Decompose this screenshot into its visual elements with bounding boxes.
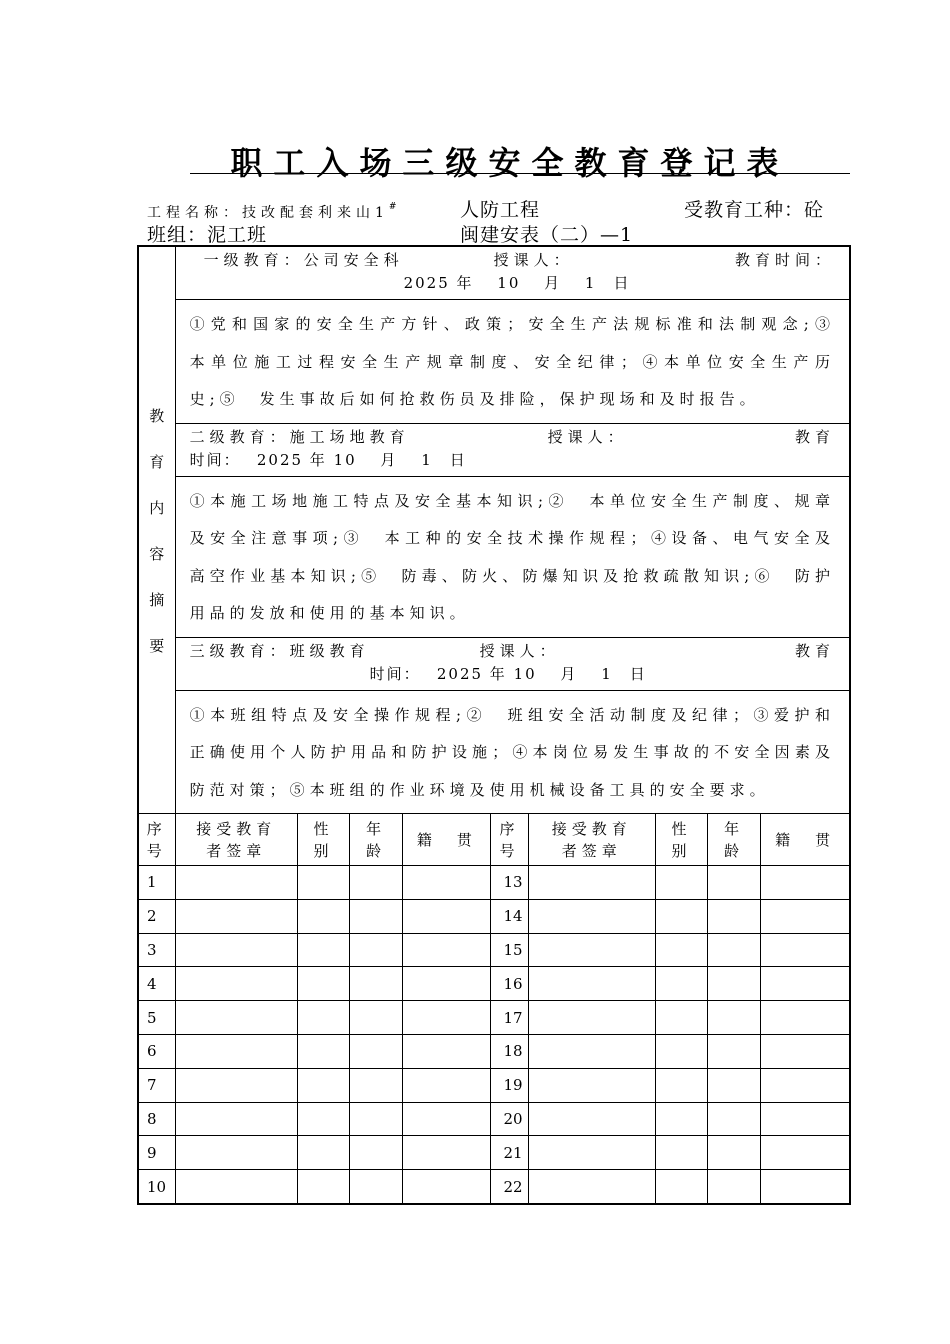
col-header-signature: 接受教育者签章 [175, 814, 297, 866]
gender-cell[interactable] [655, 1136, 707, 1170]
origin-cell[interactable] [761, 1102, 850, 1136]
age-cell[interactable] [708, 1136, 761, 1170]
signature-cell[interactable] [175, 1102, 297, 1136]
origin-cell[interactable] [761, 1001, 850, 1035]
gender-cell[interactable] [297, 1170, 349, 1204]
origin-cell[interactable] [403, 933, 491, 967]
origin-cell[interactable] [403, 899, 491, 933]
signature-cell[interactable] [528, 1034, 655, 1068]
level1-header [175, 246, 850, 300]
project-label: 工程名称：技改配套利来山1 [147, 205, 389, 221]
signature-cell[interactable] [175, 899, 297, 933]
age-cell[interactable] [350, 1068, 403, 1102]
signature-cell[interactable] [528, 967, 655, 1001]
gender-cell[interactable] [297, 933, 349, 967]
origin-cell[interactable] [761, 1136, 850, 1170]
age-cell[interactable] [350, 933, 403, 967]
signature-cell[interactable] [528, 1102, 655, 1136]
table-row [138, 1034, 850, 1068]
level1-content: ①党和国家的安全生产方针、政策；安全生产法规标准和法制观念;③ 本单位施工过程安全生产规章制度、安全纪律；④本单位安全生产历史;⑤ 发生事故后如何抢救伤员及排险，保护现场和及时报告。 [175, 300, 850, 424]
level2-teacher: 授课人： [547, 427, 628, 446]
gender-cell[interactable] [297, 1102, 349, 1136]
signature-cell[interactable] [528, 1001, 655, 1035]
row-number: 22 [491, 1170, 528, 1204]
title-underline [190, 173, 850, 174]
row-number: 2 [138, 899, 175, 933]
table-row [138, 1170, 850, 1204]
origin-cell[interactable] [761, 866, 850, 900]
gender-cell[interactable] [297, 1034, 349, 1068]
trade-label: 受教育工种：砼 [684, 199, 825, 221]
age-cell[interactable] [708, 899, 761, 933]
table-row [138, 1001, 850, 1035]
gender-cell[interactable] [655, 933, 707, 967]
row-number: 8 [138, 1102, 175, 1136]
row-number: 3 [138, 933, 175, 967]
age-cell[interactable] [350, 1034, 403, 1068]
row-number: 17 [491, 1001, 528, 1035]
table-row [138, 899, 850, 933]
col-header-origin: 籍 贯 [403, 814, 491, 866]
row-number: 10 [138, 1170, 175, 1204]
signature-cell[interactable] [528, 1170, 655, 1204]
table-row [138, 933, 850, 967]
table-row [138, 1136, 850, 1170]
row-number: 1 [138, 866, 175, 900]
gender-cell[interactable] [297, 899, 349, 933]
team-label: 班组：泥工班 [147, 224, 268, 246]
age-cell[interactable] [350, 1001, 403, 1035]
row-number: 18 [491, 1034, 528, 1068]
level3-time-label: 教育 [794, 641, 835, 660]
age-cell[interactable] [708, 1170, 761, 1204]
col-header-no-2: 序号 [491, 814, 528, 866]
education-register-table [137, 245, 856, 1205]
age-cell[interactable] [708, 1068, 761, 1102]
age-cell[interactable] [350, 866, 403, 900]
table-row [138, 1102, 850, 1136]
level2-title: 二级教育：施工场地教育 [189, 427, 410, 446]
form-code: 闽建安表（二）—1 [460, 224, 634, 246]
level1-date: 2025 年 10 月 1 日 [403, 274, 631, 292]
signature-cell[interactable] [175, 866, 297, 900]
level3-date: 时间： 2025 年 10 月 1 日 [369, 664, 647, 683]
table-row [138, 967, 850, 1001]
signature-cell[interactable] [175, 933, 297, 967]
row-number: 5 [138, 1001, 175, 1035]
age-cell[interactable] [350, 1170, 403, 1204]
col-header-age: 年龄 [350, 814, 403, 866]
row-number: 14 [491, 899, 528, 933]
gender-cell[interactable] [655, 1102, 707, 1136]
level1-teacher: 授课人： [493, 251, 574, 269]
gender-cell[interactable] [655, 1034, 707, 1068]
signature-cell[interactable] [175, 1170, 297, 1204]
level3-title: 三级教育：班级教育 [189, 641, 370, 660]
age-cell[interactable] [350, 1102, 403, 1136]
signature-cell[interactable] [175, 967, 297, 1001]
level2-header [175, 423, 850, 476]
age-cell[interactable] [350, 967, 403, 1001]
level2-date: 时间： 2025 年 10 月 1 日 [189, 450, 467, 469]
col-header-gender-2: 性别 [655, 814, 707, 866]
signature-cell[interactable] [175, 1001, 297, 1035]
age-cell[interactable] [708, 1102, 761, 1136]
col-header-age-2: 年龄 [708, 814, 761, 866]
origin-cell[interactable] [403, 1102, 491, 1136]
origin-cell[interactable] [403, 1136, 491, 1170]
signature-cell[interactable] [528, 866, 655, 900]
project-name [147, 202, 401, 222]
row-number: 15 [491, 933, 528, 967]
gender-cell[interactable] [655, 1001, 707, 1035]
row-number: 9 [138, 1136, 175, 1170]
row-number: 13 [491, 866, 528, 900]
level3-header [175, 637, 850, 690]
project-tail: 人防工程 [460, 199, 541, 221]
level2-content: ①本施工场地施工特点及安全基本知识;② 本单位安全生产制度、规章及安全注意事项;③ 本工种的安全技术操作规程；④设备、电气安全及高空作业基本知识;⑤ 防毒、防火、防爆知识及抢救疏散知识;⑥ 防护用品的发放和使用的基本知识。 [175, 476, 850, 637]
age-cell[interactable] [708, 967, 761, 1001]
col-header-signature-2: 接受教育者签章 [528, 814, 655, 866]
signature-cell[interactable] [528, 933, 655, 967]
origin-cell[interactable] [761, 967, 850, 1001]
origin-cell[interactable] [403, 1034, 491, 1068]
project-sup: # [388, 202, 402, 212]
origin-cell[interactable] [761, 1170, 850, 1204]
row-number: 21 [491, 1136, 528, 1170]
row-number: 20 [491, 1102, 528, 1136]
gender-cell[interactable] [297, 967, 349, 1001]
level1-title: 一级教育：公司安全科 [203, 251, 404, 269]
origin-cell[interactable] [403, 866, 491, 900]
gender-cell[interactable] [655, 1170, 707, 1204]
signature-cell[interactable] [528, 899, 655, 933]
signature-cell[interactable] [528, 1136, 655, 1170]
col-header-no: 序号 [138, 814, 175, 866]
table-row [138, 866, 850, 900]
level3-content: ①本班组特点及安全操作规程;② 班组安全活动制度及纪律；③爱护和正确使用个人防护用品和防护设施；④本岗位易发生事故的不安全因素及防范对策；⑤本班组的作业环境及使用机械设备工具的安全要求。 [175, 690, 850, 814]
age-cell[interactable] [708, 933, 761, 967]
origin-cell[interactable] [761, 1034, 850, 1068]
origin-cell[interactable] [761, 1068, 850, 1102]
gender-cell[interactable] [655, 1068, 707, 1102]
age-cell[interactable] [708, 1034, 761, 1068]
level1-time-label: 教育时间： [734, 251, 835, 269]
origin-cell[interactable] [403, 1170, 491, 1204]
page-title: 职工入场三级安全教育登记表 [230, 144, 790, 182]
gender-cell[interactable] [655, 899, 707, 933]
age-cell[interactable] [708, 866, 761, 900]
col-header-gender: 性别 [297, 814, 349, 866]
col-header-origin-2: 籍 贯 [761, 814, 850, 866]
table-row [138, 1068, 850, 1102]
row-number: 16 [491, 967, 528, 1001]
age-cell[interactable] [350, 899, 403, 933]
row-number: 7 [138, 1068, 175, 1102]
level2-time-label: 教育 [794, 427, 835, 446]
origin-cell[interactable] [403, 1001, 491, 1035]
gender-cell[interactable] [297, 1068, 349, 1102]
signature-cell[interactable] [175, 1136, 297, 1170]
origin-cell[interactable] [761, 933, 850, 967]
row-number: 4 [138, 967, 175, 1001]
gender-cell[interactable] [655, 967, 707, 1001]
row-number: 6 [138, 1034, 175, 1068]
row-number: 19 [491, 1068, 528, 1102]
gender-cell[interactable] [297, 866, 349, 900]
signature-cell[interactable] [528, 1068, 655, 1102]
signature-cell[interactable] [175, 1034, 297, 1068]
gender-cell[interactable] [655, 866, 707, 900]
age-cell[interactable] [708, 1001, 761, 1035]
age-cell[interactable] [350, 1136, 403, 1170]
gender-cell[interactable] [297, 1136, 349, 1170]
content-summary-label: 教 育 内 容 摘 要 [138, 246, 175, 814]
origin-cell[interactable] [403, 1068, 491, 1102]
signature-cell[interactable] [175, 1068, 297, 1102]
level3-teacher: 授课人： [479, 641, 560, 660]
origin-cell[interactable] [761, 899, 850, 933]
origin-cell[interactable] [403, 967, 491, 1001]
gender-cell[interactable] [297, 1001, 349, 1035]
